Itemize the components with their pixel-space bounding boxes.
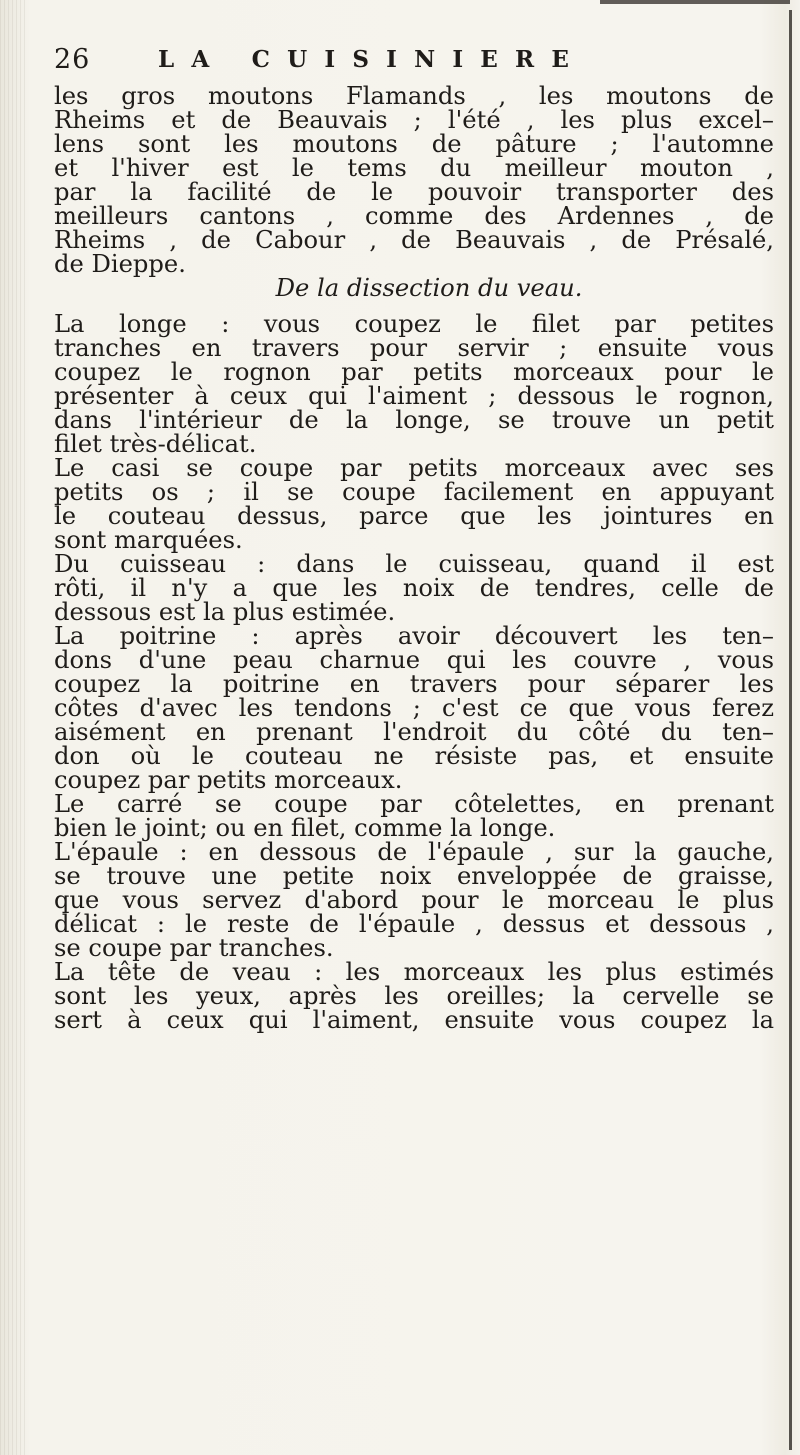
text-line: sont les yeux, après les oreilles; la cervelle se xyxy=(54,982,774,1010)
text-line: aisément en prenant l'endroit du côté du ten– xyxy=(54,718,774,746)
text-line: petits os ; il se coupe facilement en appuyant xyxy=(54,478,774,506)
text-line: côtes d'avec les tendons ; c'est ce que vous ferez xyxy=(54,694,774,722)
text-line: rôti, il n'y a que les noix de tendres, celle de xyxy=(54,574,774,602)
text-line: délicat : le reste de l'épaule , dessus et dessous , xyxy=(54,910,774,938)
text-line: présenter à ceux qui l'aiment ; dessous le rognon, xyxy=(54,382,774,410)
text-line: les gros moutons Flamands , les moutons de xyxy=(54,82,774,110)
running-title: LA CUISINIERE xyxy=(158,46,587,73)
section-heading: De la dissection du veau. xyxy=(275,274,583,302)
text-line: dons d'une peau charnue qui les couvre , vous xyxy=(54,646,774,674)
text-line: coupez le rognon par petits morceaux pour le xyxy=(54,358,774,386)
text-line: meilleurs cantons , comme des Ardennes , de xyxy=(54,202,774,230)
text-line: La longe : vous coupez le filet par petites xyxy=(54,310,774,338)
body-text xyxy=(54,84,774,1032)
right-edge-shadow xyxy=(789,10,792,1450)
text-line: Rheims et de Beauvais ; l'été , les plus excel– xyxy=(54,106,774,134)
page-number: 26 xyxy=(54,44,91,75)
text-line: Le casi se coupe par petits morceaux avec ses xyxy=(54,454,774,482)
text-line: dessous est la plus estimée. xyxy=(54,598,396,626)
text-line: se coupe par tranches. xyxy=(54,934,334,962)
page-header xyxy=(54,44,754,80)
text-line: coupez la poitrine en travers pour séparer les xyxy=(54,670,774,698)
text-line: et l'hiver est le tems du meilleur mouton , xyxy=(54,154,774,182)
text-line: coupez par petits morceaux. xyxy=(54,766,403,794)
page-binding-edge xyxy=(0,0,26,1455)
top-edge-shadow xyxy=(600,0,790,4)
text-line: La tête de veau : les morceaux les plus estimés xyxy=(54,958,774,986)
text-line: le couteau dessus, parce que les jointures en xyxy=(54,502,774,530)
text-line: lens sont les moutons de pâture ; l'automne xyxy=(54,130,774,158)
text-line: bien le joint; ou en filet, comme la longe. xyxy=(54,814,556,842)
text-line: se trouve une petite noix enveloppée de graisse, xyxy=(54,862,774,890)
text-line: La poitrine : après avoir découvert les ten– xyxy=(54,622,774,650)
text-line: sont marquées. xyxy=(54,526,243,554)
text-line: dans l'intérieur de la longe, se trouve un petit xyxy=(54,406,774,434)
text-line: don où le couteau ne résiste pas, et ensuite xyxy=(54,742,774,770)
text-line: filet très-délicat. xyxy=(54,430,257,458)
text-line: Du cuisseau : dans le cuisseau, quand il est xyxy=(54,550,774,578)
text-line: par la facilité de le pouvoir transporter des xyxy=(54,178,774,206)
text-line: de Dieppe. xyxy=(54,250,186,278)
text-line: sert à ceux qui l'aiment, ensuite vous coupez la xyxy=(54,1006,774,1034)
text-line: tranches en travers pour servir ; ensuite vous xyxy=(54,334,774,362)
text-line: Le carré se coupe par côtelettes, en prenant xyxy=(54,790,774,818)
text-line: que vous servez d'abord pour le morceau le plus xyxy=(54,886,774,914)
text-line: Rheims , de Cabour , de Beauvais , de Présalé, xyxy=(54,226,774,254)
text-line: L'épaule : en dessous de l'épaule , sur la gauche, xyxy=(54,838,774,866)
